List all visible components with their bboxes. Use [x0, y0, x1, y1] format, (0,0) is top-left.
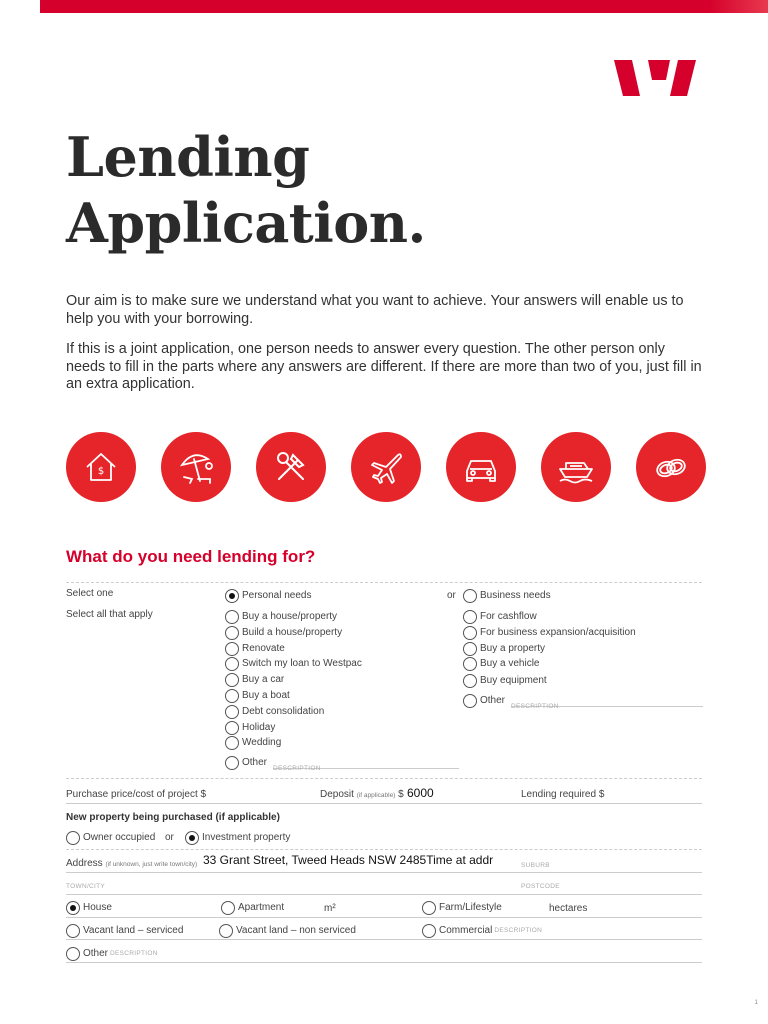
business-other-description-field[interactable]: DESCRIPTION: [511, 695, 703, 707]
property-type-farm-radio[interactable]: Farm/Lifestyle: [422, 900, 502, 915]
divider: [66, 917, 702, 918]
divider: [66, 849, 702, 850]
select-all-label: Select all that apply: [66, 609, 153, 620]
business-needs-radio[interactable]: Business needs: [463, 588, 551, 603]
personal-option-switch-loan[interactable]: Switch my loan to Westpac: [225, 656, 362, 671]
purchase-price-label: Purchase price/cost of project $: [66, 789, 207, 800]
owner-occupied-radio[interactable]: Owner occupied: [66, 830, 155, 845]
divider: [66, 582, 702, 583]
page-title: Lending Application.: [66, 125, 426, 255]
business-option-buy-vehicle[interactable]: Buy a vehicle: [463, 656, 539, 671]
business-option-cashflow[interactable]: For cashflow: [463, 609, 537, 624]
car-icon: [446, 432, 516, 502]
page-number: 1: [754, 1000, 758, 1006]
divider: [66, 894, 702, 895]
business-option-expansion[interactable]: For business expansion/acquisition: [463, 625, 636, 640]
investment-property-radio[interactable]: Investment property: [185, 830, 290, 845]
deposit-label: Deposit (if applicable) $: [320, 789, 404, 800]
hectares-unit: hectares: [549, 903, 588, 914]
property-type-commercial-radio[interactable]: Commercial DESCRIPTION: [422, 923, 542, 938]
boat-icon: [541, 432, 611, 502]
personal-option-renovate[interactable]: Renovate: [225, 641, 285, 656]
property-type-other-radio[interactable]: Other DESCRIPTION: [66, 946, 158, 961]
divider: [66, 803, 702, 804]
personal-option-wedding[interactable]: Wedding: [225, 735, 281, 750]
select-one-label: Select one: [66, 588, 114, 599]
lending-required-label: Lending required $: [521, 789, 605, 800]
personal-option-buy-house[interactable]: Buy a house/property: [225, 609, 337, 624]
deposit-input[interactable]: 6000: [407, 786, 434, 800]
property-type-vacant-serviced-radio[interactable]: Vacant land – serviced: [66, 923, 183, 938]
address-input[interactable]: 33 Grant Street, Tweed Heads NSW 2485Time at addr: [203, 853, 494, 867]
or-label: or: [165, 832, 174, 843]
top-brand-bar: [40, 0, 768, 13]
top-brand-bar-fade: [708, 0, 768, 13]
divider: [66, 872, 702, 873]
address-label: Address (if unknown, just write town/city): [66, 858, 198, 869]
new-property-heading: New property being purchased (if applicable): [66, 812, 280, 823]
business-option-other[interactable]: Other DESCRIPTION: [463, 693, 703, 708]
personal-option-other[interactable]: Other DESCRIPTION: [225, 755, 459, 770]
divider: [66, 939, 702, 940]
intro-paragraph-1: Our aim is to make sure we understand what you want to achieve. Your answers will enable us to help you with your borrowing.: [66, 293, 684, 327]
property-type-apartment-radio[interactable]: Apartment: [221, 900, 284, 915]
rings-icon: [636, 432, 706, 502]
postcode-caption: POSTCODE: [521, 883, 560, 890]
personal-option-buy-car[interactable]: Buy a car: [225, 672, 284, 687]
personal-option-holiday[interactable]: Holiday: [225, 720, 275, 735]
airplane-icon: [351, 432, 421, 502]
personal-needs-radio[interactable]: Personal needs: [225, 588, 312, 603]
radio-indicator[interactable]: [225, 589, 239, 603]
or-label: or: [447, 590, 456, 601]
lending-purpose-icons: [66, 432, 706, 502]
personal-option-build-house[interactable]: Build a house/property: [225, 625, 342, 640]
personal-option-buy-boat[interactable]: Buy a boat: [225, 688, 290, 703]
personal-other-description-field[interactable]: DESCRIPTION: [273, 757, 459, 769]
westpac-logo: [614, 60, 704, 96]
personal-option-debt-consolidation[interactable]: Debt consolidation: [225, 704, 324, 719]
intro-paragraph-2: If this is a joint application, one person needs to answer every question. The other person only needs to fill in the parts where any answers are different. If there are more than two of you, just fill in an extra application.: [66, 341, 702, 392]
radio-indicator[interactable]: [463, 589, 477, 603]
property-type-house-radio[interactable]: House: [66, 900, 112, 915]
business-option-buy-property[interactable]: Buy a property: [463, 641, 545, 656]
section-title-lending-purpose: What do you need lending for?: [66, 547, 316, 566]
divider: [66, 778, 702, 779]
town-caption: TOWN/CITY: [66, 883, 106, 890]
divider: [66, 962, 702, 963]
svg-text:$: $: [97, 466, 105, 477]
house-icon: [66, 432, 136, 502]
suburb-caption: SUBURB: [521, 862, 550, 869]
square-metres-unit: m²: [324, 903, 336, 914]
business-option-buy-equipment[interactable]: Buy equipment: [463, 673, 547, 688]
beach-umbrella-icon: [161, 432, 231, 502]
property-type-vacant-non-serviced-radio[interactable]: Vacant land – non serviced: [219, 923, 356, 938]
tools-icon: [256, 432, 326, 502]
